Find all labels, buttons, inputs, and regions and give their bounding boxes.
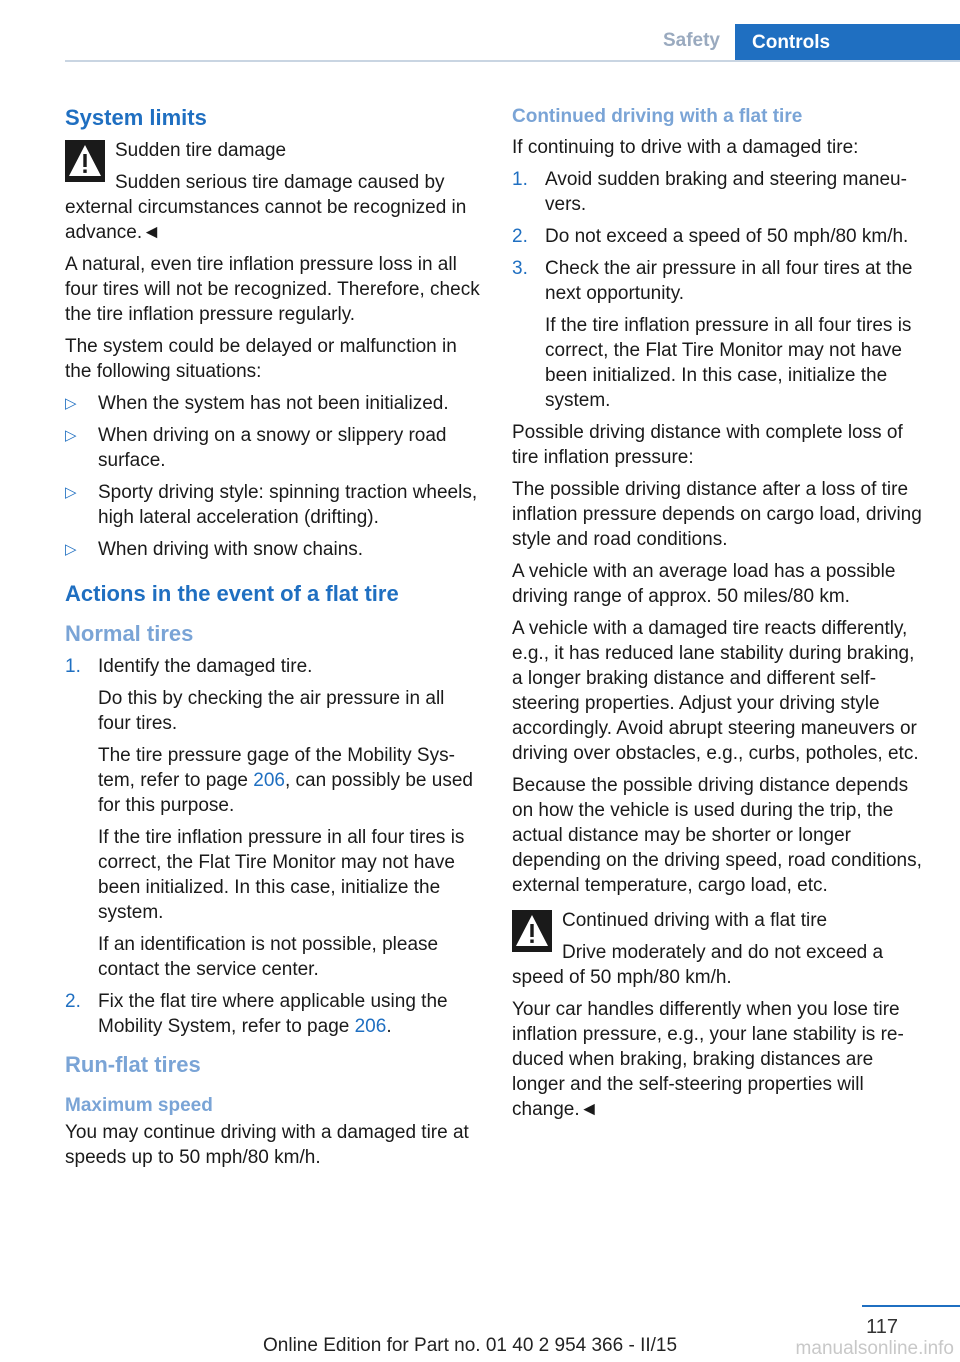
paragraph: A vehicle with an average load has a possible driving range of approx. 50 miles/80 km. bbox=[512, 561, 896, 607]
continued-driving-steps bbox=[512, 167, 930, 413]
right-column bbox=[512, 100, 930, 1129]
triangle-bullet-icon: ▷ bbox=[65, 484, 77, 501]
continued-driving-heading: Continued driving with a flat tire bbox=[512, 106, 803, 127]
footer-divider bbox=[862, 1305, 960, 1307]
paragraph: If continuing to drive with a damaged tire: bbox=[512, 137, 859, 158]
page-link-206[interactable]: 206 bbox=[253, 770, 285, 791]
maximum-speed-heading: Maximum speed bbox=[65, 1095, 213, 1116]
header-chapter-tab[interactable]: Controls bbox=[735, 24, 960, 62]
warning-sudden-tire-damage bbox=[65, 138, 480, 245]
list-item: 1. Identify the damaged tire. Do this by checking the air pressure in all four tires. The tire pressure gage of the Mobility System, refer to page 206, can possibly be used for this purpose. If the tire inflation pressure in all four tires is correct, the Flat Tire Monitor may not have been initialized. In this case, initialize the system. If an identification is not possible, please contact the service center. bbox=[65, 656, 473, 980]
warning-title: Sudden tire damage bbox=[115, 140, 287, 161]
normal-tires-heading: Normal tires bbox=[65, 621, 194, 646]
paragraph: A natural, even tire inflation pressure loss in all four tires will not be recognized. Therefore, check the tire inflation pressure regularly. bbox=[65, 254, 480, 325]
list-item: ▷ When driving with snow chains. bbox=[65, 539, 364, 560]
step-number: 1. bbox=[512, 169, 528, 190]
paragraph: Possible driving distance with complete loss of tire inflation pressure: bbox=[512, 422, 903, 468]
normal-tires-steps bbox=[65, 654, 480, 1039]
paragraph: A vehicle with a damaged tire reacts differently, e.g., it has reduced lane stability during braking, a longer braking distance and different self-steering properties. Adjust your driving style accordingly. Avoid abrupt steering maneuvers or driving over obstacles, e.g., curbs, potholes, etc. bbox=[512, 618, 919, 764]
list-item: 2. Fix the flat tire where applicable using the Mobility System, refer to page 206. bbox=[65, 991, 448, 1037]
situation-list bbox=[65, 391, 480, 562]
paragraph: Because the possible driving distance depends on how the vehicle is used during the trip, the actual distance may be shorter or longer depending on the driving speed, road conditions, external temperature, cargo load, etc. bbox=[512, 775, 922, 896]
actions-heading: Actions in the event of a flat tire bbox=[65, 581, 399, 606]
triangle-bullet-icon: ▷ bbox=[65, 427, 77, 444]
triangle-bullet-icon: ▷ bbox=[65, 395, 77, 412]
page-number: 117 bbox=[866, 1316, 898, 1338]
paragraph: Your car handles differently when you lose tire inflation pressure, e.g., your lane stability is reduced when braking, braking distances are longer and the self-steering properties will change.◄ bbox=[512, 999, 904, 1120]
header-section-tab[interactable]: Safety bbox=[662, 30, 720, 51]
list-item: ▷ When the system has not been initialized. bbox=[65, 393, 449, 414]
warning-triangle-icon bbox=[65, 140, 105, 182]
list-item: ▷ Sporty driving style: spinning traction wheels, high lateral acceleration (drifting). bbox=[65, 482, 478, 528]
warning-continued-driving bbox=[512, 908, 930, 990]
triangle-bullet-icon: ▷ bbox=[65, 541, 77, 558]
step-number: 1. bbox=[65, 656, 81, 677]
header-divider bbox=[65, 60, 960, 62]
warning-title: Continued driving with a flat tire bbox=[562, 910, 828, 931]
step-number: 3. bbox=[512, 258, 528, 279]
step-number: 2. bbox=[65, 991, 81, 1012]
watermark-text: manualsonline.info bbox=[795, 1338, 954, 1359]
paragraph: The system could be delayed or malfunction in the following situations: bbox=[65, 336, 457, 382]
warning-body: Drive moderately and do not exceed a speed of 50 mph/80 km/h. bbox=[512, 942, 884, 988]
list-item: 3. Check the air pressure in all four tires at the next opportunity. If the tire inflation pressure in all four tires is correct, the Flat Tire Monitor may not have been initialized. In this case, initialize the system. bbox=[512, 258, 913, 411]
list-item: ▷ When driving on a snowy or slippery road surface. bbox=[65, 425, 447, 471]
edition-text: Online Edition for Part no. 01 40 2 954 366 - II/15 bbox=[263, 1335, 678, 1356]
warning-body: Sudden serious tire damage caused by external circumstances cannot be recognized in advance.◄ bbox=[65, 172, 467, 243]
step-number: 2. bbox=[512, 226, 528, 247]
list-item: 1. Avoid sudden braking and steering maneuvers. bbox=[512, 169, 907, 215]
run-flat-heading: Run-flat tires bbox=[65, 1052, 201, 1077]
paragraph: You may continue driving with a damaged tire at speeds up to 50 mph/80 km/h. bbox=[65, 1122, 469, 1168]
page-header bbox=[0, 24, 960, 62]
list-item: 2. Do not exceed a speed of 50 mph/80 km/h. bbox=[512, 226, 909, 247]
system-limits-heading: System limits bbox=[65, 105, 207, 130]
paragraph: The possible driving distance after a loss of tire inflation pressure depends on cargo load, driving style and road conditions. bbox=[512, 479, 922, 550]
left-column bbox=[65, 100, 480, 1177]
warning-triangle-icon bbox=[512, 910, 552, 952]
page-link-206[interactable]: 206 bbox=[354, 1016, 387, 1037]
